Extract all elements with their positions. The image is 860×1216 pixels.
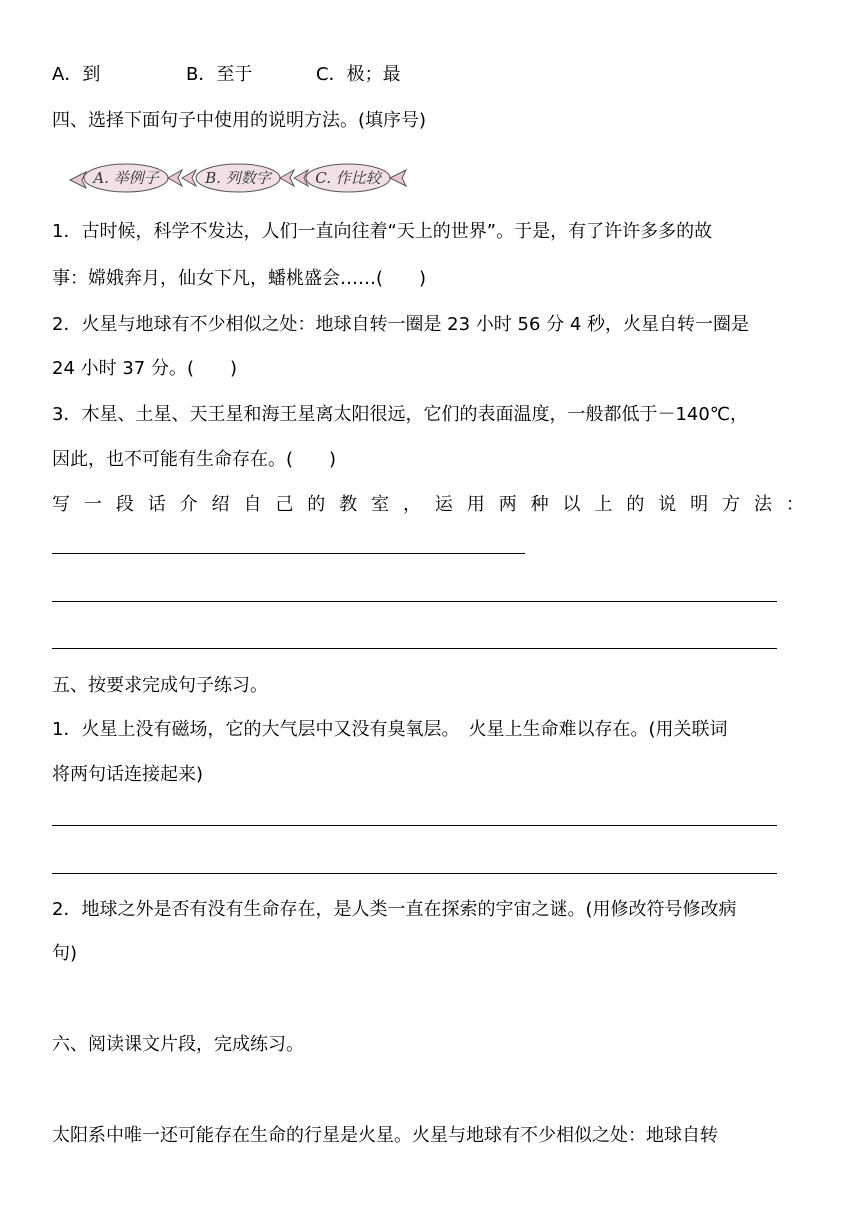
write-prompt-char: 一 [83,494,102,515]
write-prompt-char: 方 [722,494,741,515]
write-prompt-char: 的 [626,494,645,515]
s5-q2-line2: 句) [52,943,78,964]
write-prompt-char: 运 [434,494,453,515]
write-prompt-char: 两 [498,494,517,515]
option-c: C．极；最 [316,64,401,85]
write-prompt-char: ， [402,494,421,515]
s4-q1-line2: 事：嫦娥奔月，仙女下凡，蟠桃盛会……( ) [52,268,427,289]
s5-q2-line1: 2．地球之外是否有没有生命存在，是人类一直在探索的宇宙之谜。(用修改符号修改病 [52,899,737,920]
write-prompt-char: 以 [562,494,581,515]
section-5-title: 五、按要求完成句子练习。 [52,675,268,696]
write-prompt-char: 明 [690,494,709,515]
option-b: B．至于 [186,64,253,85]
write-prompt [52,493,804,517]
write-prompt-char: 种 [530,494,549,515]
write-prompt-char: 说 [658,494,677,515]
section-6-title: 六、阅读课文片段，完成练习。 [52,1034,304,1055]
answer-line[interactable] [52,553,525,554]
answer-line[interactable] [52,648,777,649]
write-prompt-char: 法 [753,494,772,515]
write-prompt-char: 己 [275,494,294,515]
write-prompt-char: 用 [466,494,485,515]
write-prompt-char: ： [785,494,804,515]
write-prompt-char: 绍 [211,494,230,515]
s4-q3-line1: 3．木星、土星、天王星和海王星离太阳很远，它们的表面温度，一般都低于－140℃， [52,404,749,425]
section-4-title: 四、选择下面句子中使用的说明方法。(填序号) [52,110,427,131]
s4-q3-line2: 因此，也不可能有生命存在。( ) [52,449,337,470]
write-prompt-char: 段 [115,494,134,515]
passage-line1: 太阳系中唯一还可能存在生命的行星是火星。火星与地球有不少相似之处：地球自转 [52,1125,718,1146]
method-tags-graphic [68,156,408,200]
write-prompt-char: 室 [371,494,390,515]
write-prompt-char: 话 [147,494,166,515]
write-prompt-char: 的 [307,494,326,515]
write-prompt-char: 介 [179,494,198,515]
s4-q2-line2: 24 小时 37 分。( ) [52,358,238,379]
write-prompt-char: 自 [243,494,262,515]
option-row [52,63,401,87]
option-a: A．到 [52,64,101,85]
write-prompt-char: 写 [52,494,70,515]
method-tags [68,156,408,205]
tag-a: A. 举例子 [93,169,159,187]
s5-q1-line1: 1．火星上没有磁场，它的大气层中又没有臭氧层。 火星上生命难以存在。(用关联词 [52,719,728,740]
write-prompt-char: 教 [339,494,358,515]
write-prompt-char: 上 [594,494,613,515]
answer-line[interactable] [52,601,777,602]
s4-q2-line1: 2．火星与地球有不少相似之处：地球自转一圈是 23 小时 56 分 4 秒，火星自转一圈是 [52,314,750,335]
answer-line[interactable] [52,873,777,874]
tag-b: B. 列数字 [205,169,271,187]
answer-line[interactable] [52,825,777,826]
s5-q1-line2: 将两句话连接起来) [52,764,204,785]
s4-q1-line1: 1．古时候，科学不发达，人们一直向往着“天上的世界”。于是，有了许许多多的故 [52,221,713,242]
tag-c: C. 作比较 [315,169,381,187]
